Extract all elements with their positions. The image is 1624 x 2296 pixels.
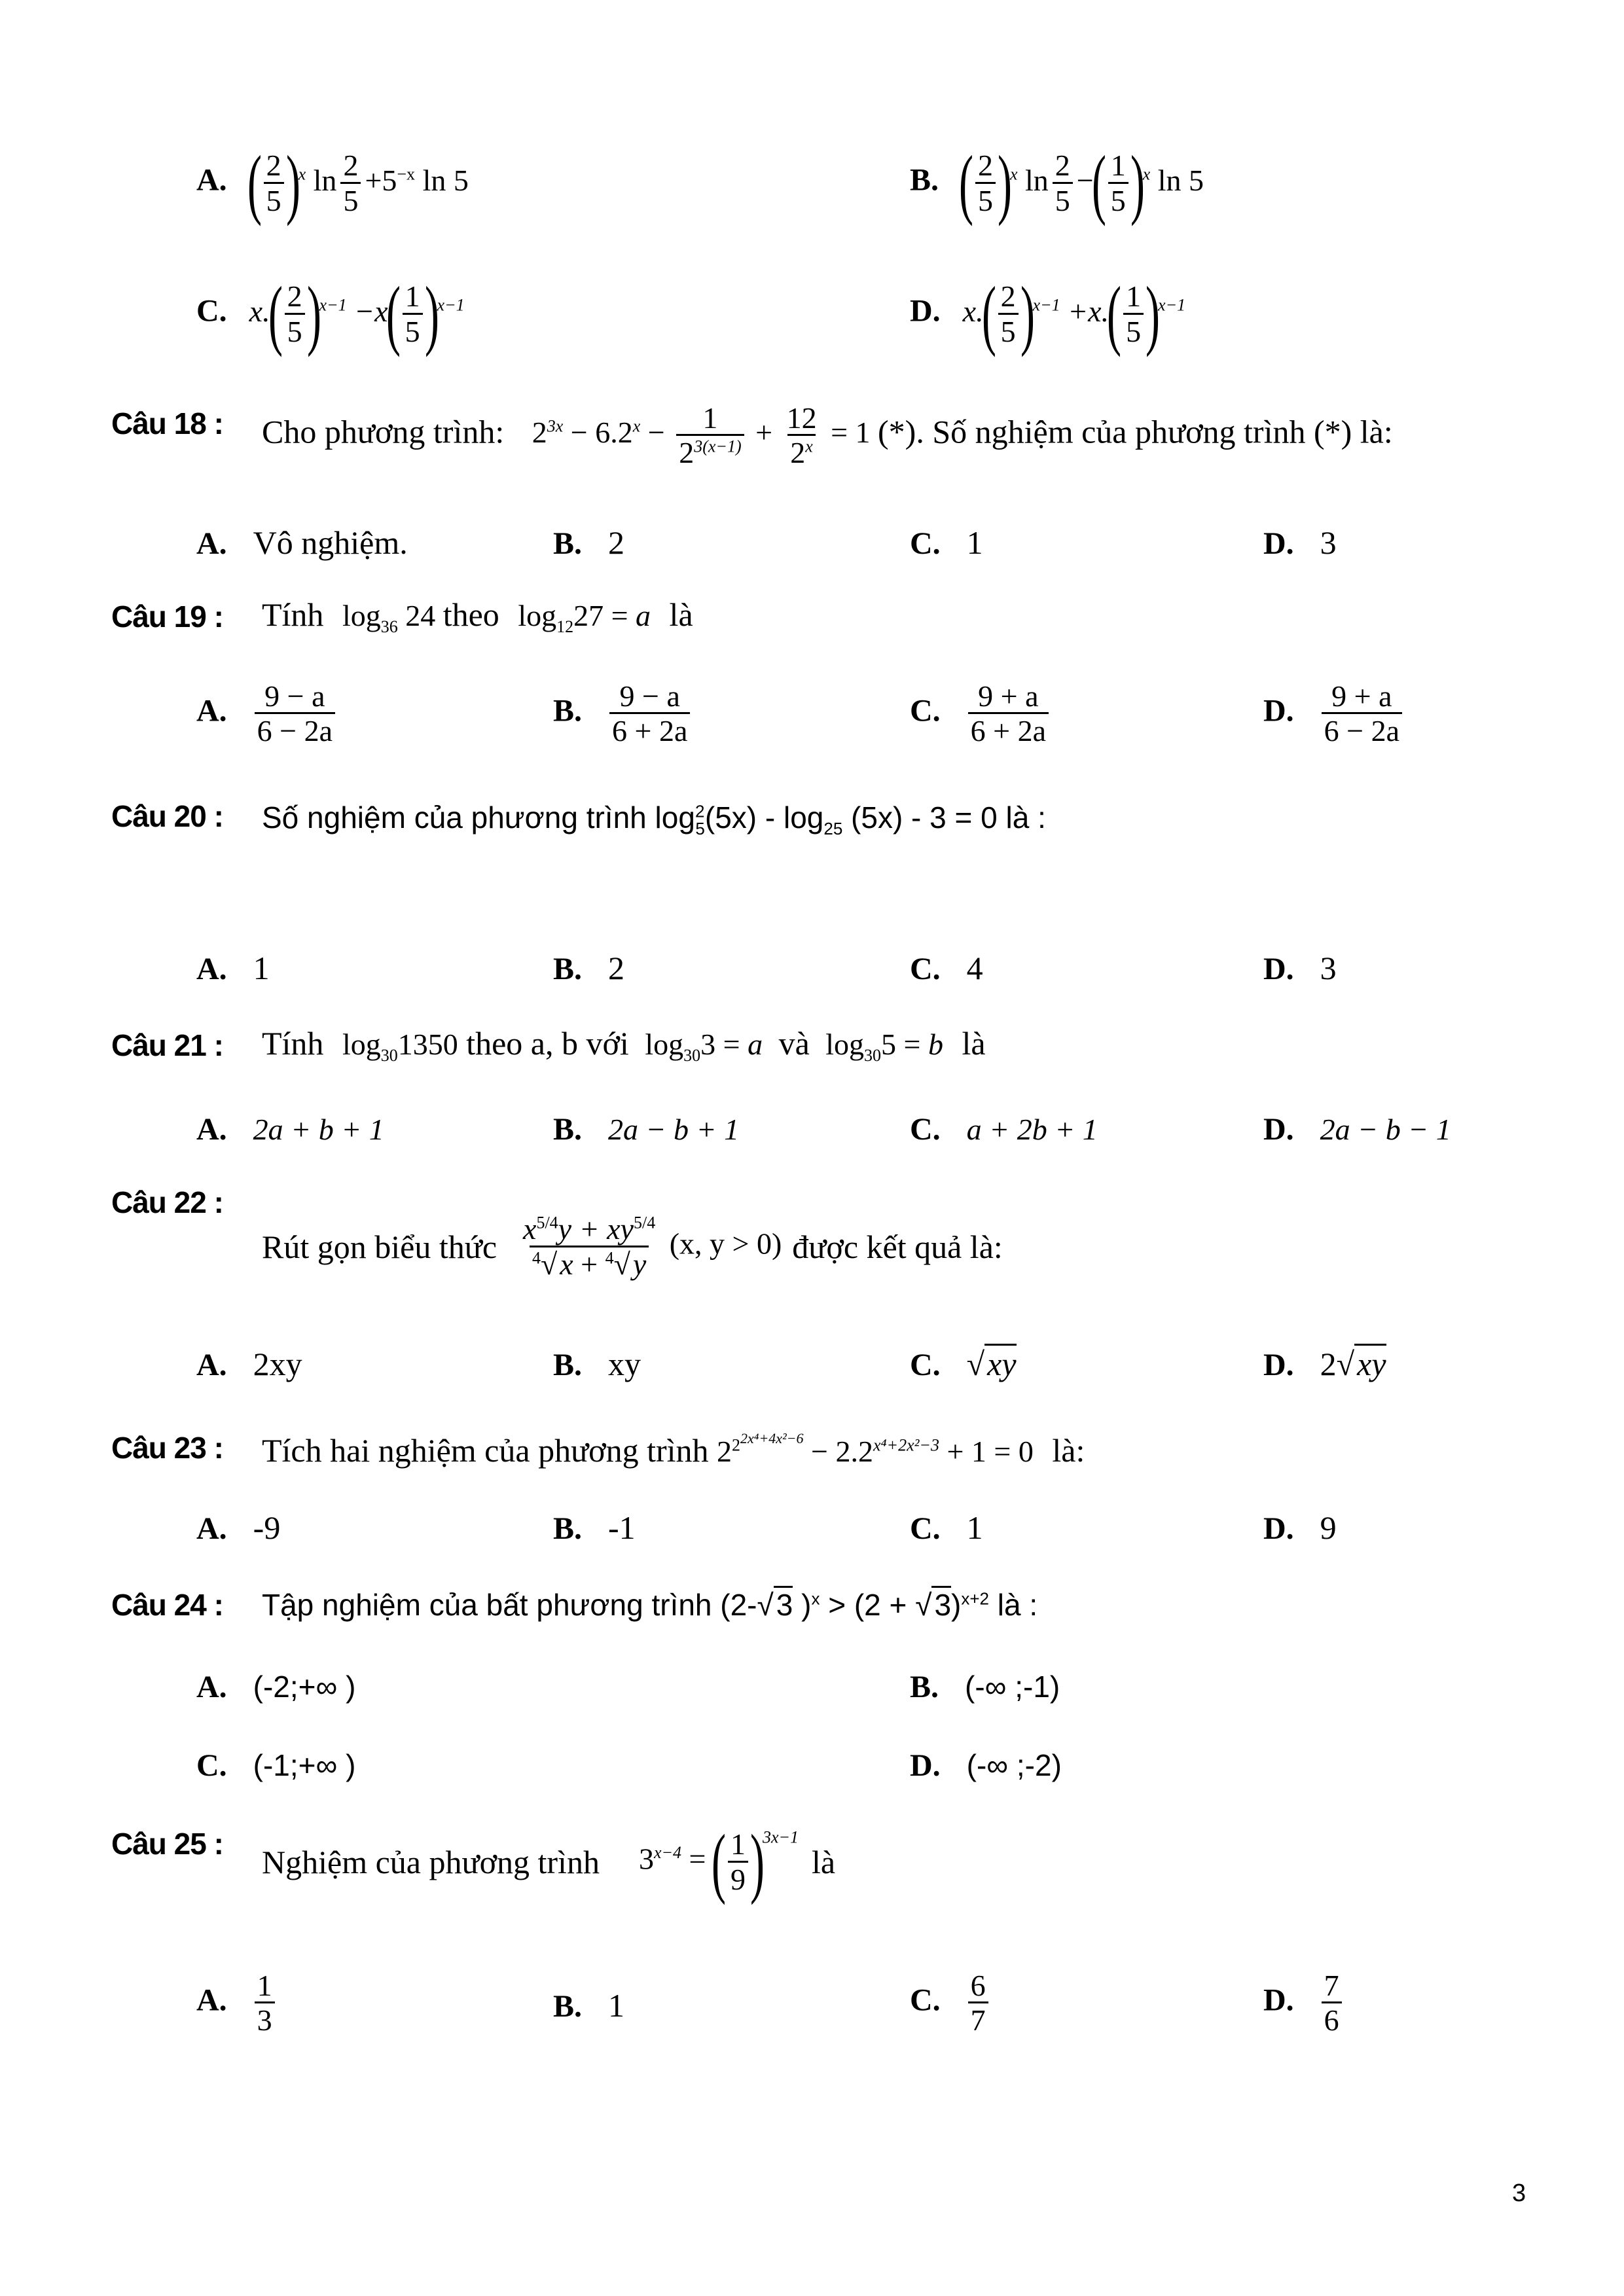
q25-stem: Nghiệm của phương trình $3^{x-4}$ = ( $\frac{1}{9}$ )$^{3x-1}$ là [262, 1818, 836, 1905]
q21-stem: Tính $\log_{30}1350$ theo a, b với $\log_{30}3 = a$ và $\log_{30}5 = b$ là [262, 1025, 986, 1066]
q20-option-a[interactable]: A. 1 [196, 950, 270, 986]
q25-option-a[interactable]: A. $\frac{1}{3}$ [196, 1970, 279, 2037]
q18-stem: Cho phương trình: $2^{3x} - 6.2^x$ − $\frac{1}{2^{3(x-1)}}$ + $\frac{12}{2^x}$ = 1 (*). Số nghiệm của phương trình (*) là: [262, 401, 1393, 470]
page-number: 3 [1512, 2179, 1526, 2207]
q25-option-d[interactable]: D. $\frac{7}{6}$ [1263, 1970, 1346, 2037]
q22-option-a[interactable]: A. 2xy [196, 1346, 302, 1382]
q24-option-c[interactable]: C. (-1;+∞ ) [196, 1748, 356, 1783]
q23-stem: Tích hai nghiệm của phương trình $2^{22x^4+4x^2-6} - 2.2^{x^4+2x^2-3} + 1 = 0$ là: [262, 1430, 1085, 1469]
q25-option-c[interactable]: C. $\frac{6}{7}$ [910, 1970, 992, 2037]
q23-option-c[interactable]: C. 1 [910, 1509, 983, 1546]
q17-a-formula: ( $\frac{2}{5}$ )$^x$ ln $\frac{2}{5}$ $+5^{-x}$ ln 5 [247, 139, 469, 226]
q18-label: Câu 18 : [111, 406, 223, 440]
q21-option-b[interactable]: B. 2a − b + 1 [553, 1112, 740, 1147]
q22-option-b[interactable]: B. xy [553, 1346, 641, 1382]
q21-label: Câu 21 : [111, 1028, 223, 1062]
q22-expression: $\frac{x^{5/4}y + xy^{5/4}}{^4√x + ^4√y}$ (x, y > 0) [523, 1212, 782, 1281]
q19-stem: Tính $\log_{36} 24$ theo $\log_{12}27 = a$ là [262, 596, 693, 637]
q19-option-b[interactable]: B. $\frac{9 - a}{6 + 2a}$ [553, 681, 694, 747]
q19-option-a[interactable]: A. $\frac{9 - a}{6 - 2a}$ [196, 681, 339, 747]
q20-option-c[interactable]: C. 4 [910, 950, 983, 986]
q21-option-a[interactable]: A. 2a + b + 1 [196, 1112, 384, 1147]
q24-option-b[interactable]: B. (-∞ ;-1) [910, 1670, 1060, 1704]
q19-option-d[interactable]: D. $\frac{9 + a}{6 - 2a}$ [1263, 681, 1406, 747]
q19-option-c[interactable]: C. $\frac{9 + a}{6 + 2a}$ [910, 681, 1053, 747]
q21-option-c[interactable]: C. a + 2b + 1 [910, 1112, 1098, 1147]
q18-option-a[interactable]: A. Vô nghiệm. [196, 524, 408, 561]
q20-option-d[interactable]: D. 3 [1263, 950, 1337, 986]
q18-option-b[interactable]: B. 2 [553, 524, 625, 561]
q25-option-b[interactable]: B. 1 [553, 1987, 625, 2024]
q17-option-a[interactable]: A. ( $\frac{2}{5}$ )$^x$ ln $\frac{2}{5}$ $+5^{-x}$ ln 5 [196, 139, 469, 226]
q17-option-b[interactable]: B. ( $\frac{2}{5}$ )$^x$ ln $\frac{2}{5}$ −( $\frac{1}{5}$ )$^x$ ln 5 [910, 139, 1204, 226]
q20-option-b[interactable]: B. 2 [553, 950, 625, 986]
q17-option-c[interactable]: C. x.( $\frac{2}{5}$ )$^{x-1}$ −x( $\frac{1}{5}$ )$^{x-1}$ [196, 270, 465, 357]
q25-label: Câu 25 : [111, 1827, 223, 1861]
q18-option-c[interactable]: C. 1 [910, 524, 983, 561]
q23-label: Câu 23 : [111, 1431, 223, 1465]
q24-option-d[interactable]: D. (-∞ ;-2) [910, 1748, 1062, 1783]
q19-label: Câu 19 : [111, 600, 223, 634]
q24-label: Câu 24 : [111, 1588, 223, 1622]
q24-option-a[interactable]: A. (-2;+∞ ) [196, 1670, 356, 1704]
q23-option-d[interactable]: D. 9 [1263, 1509, 1337, 1546]
q22-label: Câu 22 : [111, 1185, 223, 1219]
q21-option-d[interactable]: D. 2a − b − 1 [1263, 1112, 1451, 1147]
q23-option-a[interactable]: A. -9 [196, 1509, 281, 1546]
q24-stem: Tập nghiệm của bất phương trình (2-√3 )$^x > (2 + √3)^{x+2}$ là : [262, 1587, 1038, 1623]
q20-label: Câu 20 : [111, 799, 223, 833]
q17-d-formula: x.( $\frac{2}{5}$ )$^{x-1}$ +x.( $\frac{1}{5}$ )$^{x-1}$ [962, 270, 1186, 357]
q23-option-b[interactable]: B. -1 [553, 1509, 636, 1546]
q17-c-formula: x.( $\frac{2}{5}$ )$^{x-1}$ −x( $\frac{1}{5}$ )$^{x-1}$ [249, 270, 465, 357]
q20-stem: Số nghiệm của phương trình $\log^2_5(5x) - \log_{25} (5x) - 3 = 0$ là : [262, 800, 1046, 839]
q18-equation: $2^{3x} - 6.2^x$ − $\frac{1}{2^{3(x-1)}}$ + $\frac{12}{2^x}$ = 1 [532, 401, 871, 470]
q22-option-c[interactable]: C. √xy [910, 1345, 1017, 1383]
q22-stem: Rút gọn biểu thức $\frac{x^{5/4}y + xy^{5/4}}{^4√x + ^4√y}$ (x, y > 0) được kết quả là: [262, 1212, 1003, 1281]
q18-option-d[interactable]: D. 3 [1263, 524, 1337, 561]
q17-option-d[interactable]: D. x.( $\frac{2}{5}$ )$^{x-1}$ +x.( $\frac{1}{5}$ )$^{x-1}$ [910, 270, 1186, 357]
q22-option-d[interactable]: D. 2√xy [1263, 1345, 1386, 1383]
q17-b-formula: ( $\frac{2}{5}$ )$^x$ ln $\frac{2}{5}$ −( $\frac{1}{5}$ )$^x$ ln 5 [959, 139, 1204, 226]
